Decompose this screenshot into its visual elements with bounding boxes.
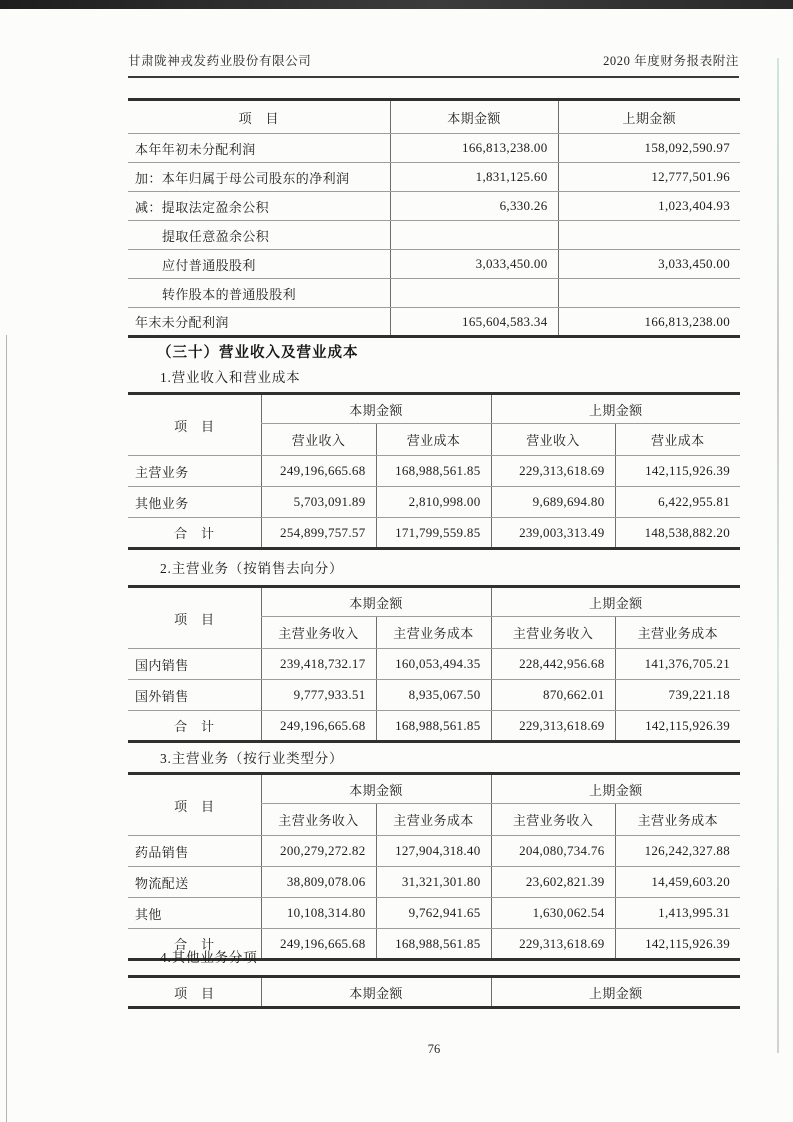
table-row — [128, 192, 740, 221]
cell-prior: 1,023,404.93 — [558, 192, 740, 221]
cell-value: 5,703,091.89 — [261, 487, 376, 518]
cell-item: 其他业务 — [128, 487, 261, 518]
cell-value: 168,988,561.85 — [376, 711, 491, 742]
revenue-cost-table — [128, 392, 740, 550]
table-row — [128, 649, 740, 680]
cell-value: 229,313,618.69 — [491, 929, 615, 960]
sub-header: 主营业务成本 — [376, 617, 491, 649]
table-row — [128, 487, 740, 518]
page-header — [128, 51, 739, 78]
col-header-prior: 上期金额 — [491, 977, 740, 1008]
cell-value: 200,279,272.82 — [261, 836, 376, 867]
cell-value: 23,602,821.39 — [491, 867, 615, 898]
cell-prior: 158,092,590.97 — [558, 134, 740, 163]
cell-item: 年末未分配利润 — [135, 315, 229, 330]
cell-item: 应付普通股股利 — [128, 250, 390, 279]
table-row — [128, 250, 740, 279]
cell-value: 160,053,494.35 — [376, 649, 491, 680]
cell-value: 171,799,559.85 — [376, 518, 491, 549]
table-row — [128, 836, 740, 867]
page-number: 76 — [427, 1042, 441, 1056]
cell-value: 6,422,955.81 — [615, 487, 740, 518]
cell-current — [390, 279, 558, 308]
subsection-title-4: 4.其他业务分项 — [160, 950, 258, 965]
cell-value: 10,108,314.80 — [261, 898, 376, 929]
sub-header: 营业成本 — [615, 424, 740, 456]
group-header-current: 本期金额 — [261, 774, 491, 804]
sub-header: 营业收入 — [261, 424, 376, 456]
cell-value: 8,935,067.50 — [376, 680, 491, 711]
cell-item: 提取任意盈余公积 — [128, 221, 390, 250]
group-header-row — [128, 587, 740, 617]
cell-item: 减：提取法定盈余公积 — [128, 192, 390, 221]
cell-value: 249,196,665.68 — [261, 456, 376, 487]
cell-item: 其他 — [128, 898, 261, 929]
cell-value: 142,115,926.39 — [615, 929, 740, 960]
scan-edge-right — [777, 58, 779, 1053]
cell-current — [390, 221, 558, 250]
cell-value: 9,689,694.80 — [491, 487, 615, 518]
cell-value: 870,662.01 — [491, 680, 615, 711]
cell-value: 148,538,882.20 — [615, 518, 740, 549]
cell-value: 168,988,561.85 — [376, 929, 491, 960]
table-header-row — [128, 100, 740, 134]
cell-value: 142,115,926.39 — [615, 456, 740, 487]
sub-header: 主营业务收入 — [261, 617, 376, 649]
cell-prior: 166,813,238.00 — [558, 308, 740, 337]
group-header-prior: 上期金额 — [491, 587, 740, 617]
by-industry-table — [128, 772, 740, 961]
table-row — [128, 680, 740, 711]
section-title: （三十）营业收入及营业成本 — [157, 345, 359, 361]
cell-prior: 3,033,450.00 — [558, 250, 740, 279]
col-header-prior: 上期金额 — [558, 100, 740, 134]
col-header-item: 项 目 — [174, 985, 215, 1001]
sub-header: 主营业务成本 — [376, 804, 491, 836]
table-row — [128, 279, 740, 308]
group-header-row — [128, 394, 740, 424]
col-header-item: 项 目 — [128, 587, 261, 649]
cell-item: 本年年初未分配利润 — [128, 134, 390, 163]
cell-item: 物流配送 — [128, 867, 261, 898]
subsection-title-1: 1.营业收入和营业成本 — [160, 370, 301, 385]
other-business-table — [128, 975, 740, 1009]
cell-item: 合 计 — [174, 526, 215, 541]
scan-edge-top — [0, 0, 793, 9]
cell-value: 1,413,995.31 — [615, 898, 740, 929]
cell-item: 加：本年归属于母公司股东的净利润 — [128, 163, 390, 192]
sub-header: 主营业务收入 — [491, 617, 615, 649]
cell-value: 249,196,665.68 — [261, 929, 376, 960]
cell-value: 142,115,926.39 — [615, 711, 740, 742]
cell-value: 168,988,561.85 — [376, 456, 491, 487]
cell-value: 126,242,327.88 — [615, 836, 740, 867]
cell-item: 转作股本的普通股股利 — [128, 279, 390, 308]
cell-value: 9,777,933.51 — [261, 680, 376, 711]
subsection-title-2: 2.主营业务（按销售去向分） — [160, 561, 344, 576]
cell-value: 2,810,998.00 — [376, 487, 491, 518]
cell-prior — [558, 221, 740, 250]
cell-value: 9,762,941.65 — [376, 898, 491, 929]
cell-value: 229,313,618.69 — [491, 711, 615, 742]
cell-value: 141,376,705.21 — [615, 649, 740, 680]
cell-current: 166,813,238.00 — [390, 134, 558, 163]
cell-value: 739,221.18 — [615, 680, 740, 711]
cell-prior: 12,777,501.96 — [558, 163, 740, 192]
company-name: 甘肃陇神戎发药业股份有限公司 — [128, 54, 312, 68]
cell-value: 229,313,618.69 — [491, 456, 615, 487]
sub-header: 主营业务成本 — [615, 617, 740, 649]
cell-value: 1,630,062.54 — [491, 898, 615, 929]
cell-value: 31,321,301.80 — [376, 867, 491, 898]
table-row — [128, 308, 740, 337]
cell-item: 主营业务 — [128, 456, 261, 487]
cell-item: 药品销售 — [128, 836, 261, 867]
col-header-item: 项 目 — [128, 774, 261, 836]
group-header-current: 本期金额 — [261, 394, 491, 424]
table-row — [128, 221, 740, 250]
col-header-item: 项 目 — [128, 100, 390, 134]
cell-value: 204,080,734.76 — [491, 836, 615, 867]
sub-header: 营业收入 — [491, 424, 615, 456]
sub-header: 主营业务收入 — [491, 804, 615, 836]
cell-value: 254,899,757.57 — [261, 518, 376, 549]
cell-item: 国内销售 — [128, 649, 261, 680]
cell-value: 239,003,313.49 — [491, 518, 615, 549]
col-header-item: 项 目 — [128, 394, 261, 456]
cell-value: 239,418,732.17 — [261, 649, 376, 680]
cell-current: 3,033,450.00 — [390, 250, 558, 279]
document-title: 2020 年度财务报表附注 — [603, 54, 739, 68]
table-row — [128, 456, 740, 487]
cell-value: 14,459,603.20 — [615, 867, 740, 898]
scan-edge-left — [6, 335, 7, 1122]
cell-current: 1,831,125.60 — [390, 163, 558, 192]
cell-item: 合 计 — [174, 937, 215, 952]
table-row — [128, 163, 740, 192]
cell-item: 合 计 — [174, 719, 215, 734]
sub-header: 营业成本 — [376, 424, 491, 456]
by-destination-table — [128, 585, 740, 743]
col-header-current: 本期金额 — [390, 100, 558, 134]
table-row — [128, 134, 740, 163]
cell-current: 6,330.26 — [390, 192, 558, 221]
cell-value: 127,904,318.40 — [376, 836, 491, 867]
table-total-row — [128, 518, 740, 549]
subsection-title-3: 3.主营业务（按行业类型分） — [160, 751, 344, 766]
table-header-row — [128, 977, 740, 1008]
profit-distribution-table — [128, 98, 740, 338]
group-header-prior: 上期金额 — [491, 394, 740, 424]
cell-value: 228,442,956.68 — [491, 649, 615, 680]
cell-value: 249,196,665.68 — [261, 711, 376, 742]
table-row — [128, 898, 740, 929]
sub-header: 主营业务收入 — [261, 804, 376, 836]
cell-prior — [558, 279, 740, 308]
group-header-current: 本期金额 — [261, 587, 491, 617]
group-header-row — [128, 774, 740, 804]
sub-header: 主营业务成本 — [615, 804, 740, 836]
cell-item: 国外销售 — [128, 680, 261, 711]
table-total-row — [128, 711, 740, 742]
col-header-current: 本期金额 — [261, 977, 491, 1008]
table-row — [128, 867, 740, 898]
cell-value: 38,809,078.06 — [261, 867, 376, 898]
group-header-prior: 上期金额 — [491, 774, 740, 804]
cell-current: 165,604,583.34 — [390, 308, 558, 337]
